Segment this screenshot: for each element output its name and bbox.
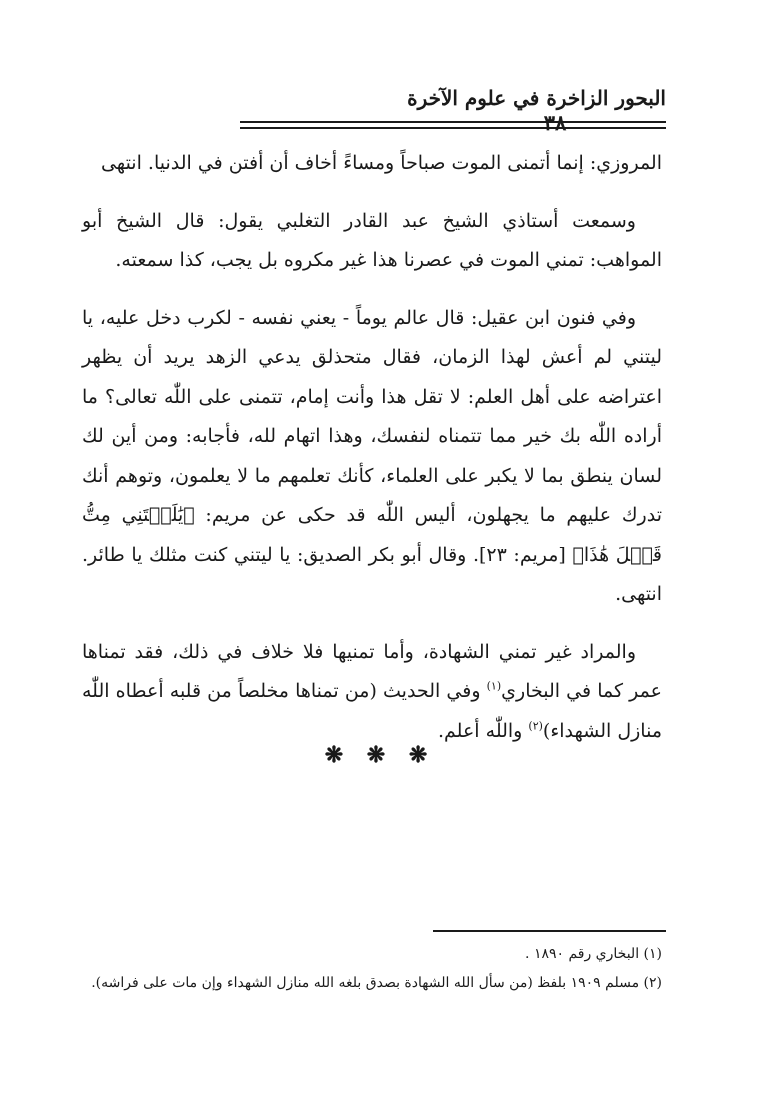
- paragraph: وسمعت أستاذي الشيخ عبد القادر التغلبي يقول: قال الشيخ أبو المواهب: تمني الموت في عصرنا هذا غير مكروه بل يجب، كذا سمعته.: [82, 209, 662, 271]
- footnote-reference[interactable]: (١): [486, 679, 502, 693]
- footnotes: [62, 940, 662, 998]
- main-text: [82, 144, 662, 751]
- footnote: (١) البخاري رقم ١٨٩٠ .: [525, 946, 662, 962]
- footnote: (٢) مسلم ١٩٠٩ بلفظ (من سأل الله الشهادة بصدق بلغه الله منازل الشهداء وإن مات على فراشه).: [91, 975, 662, 991]
- paragraph: المروزي: إنما أتمنى الموت صباحاً ومساءً أخاف أن أفتن في الدنيا. انتهى: [100, 152, 662, 174]
- paragraph: وفي فنون ابن عقيل: قال عالم يوماً - يعني نفسه - لكرب دخل عليه، يا ليتني لم أعش لهذا الزمان، فقال متحذلق يدعي الزهد يريد أن يظهر اعتراضه على أهل العلم: لا تقل هذا وأنت إمام، تتمنى على اللّٰه تعالى؟ ما أراده اللّٰه بك خير مما تتمناه لنفسك، وهذا اتهام لله، فأجابه: ومن أين لك لسان ينطق بما لا يكبر على العلماء، كأنك تعلمهم ما لا يعلمون، وتوهم أنك تدرك عليهم ما يجهلون، أليس اللّٰه قد حكى عن مريم: ﴿يَٰلَيۡتَنِي مِتُّ قَبۡلَ هَٰذَا﴾ [مريم: ٢٣]. وقال أبو بكر الصديق: يا ليتني كنت مثلك يا طائر. انتهى.: [82, 306, 662, 605]
- paragraph-text: والمراد غير تمني الشهادة، وأما تمنيها فلا خلاف في ذلك، فقد تمناها عمر كما في البخاري: [82, 640, 662, 702]
- header-rule: [594, 127, 654, 129]
- footnote-rule: [433, 930, 666, 932]
- running-title: البحور الزاخرة في علوم الآخرة: [407, 86, 666, 110]
- page-number: ٣٨: [543, 110, 567, 135]
- paragraph-text: وفي الحديث (من تمناها مخلصاً من قلبه أعطاه اللّٰه منازل الشهداء): [82, 680, 662, 742]
- section-separator: ❋ ❋ ❋: [324, 742, 436, 768]
- header-rule: [594, 121, 654, 123]
- footnote-reference[interactable]: (٢): [528, 719, 543, 733]
- paragraph-text: واللّٰه أعلم.: [438, 719, 529, 742]
- paragraph: [82, 633, 662, 752]
